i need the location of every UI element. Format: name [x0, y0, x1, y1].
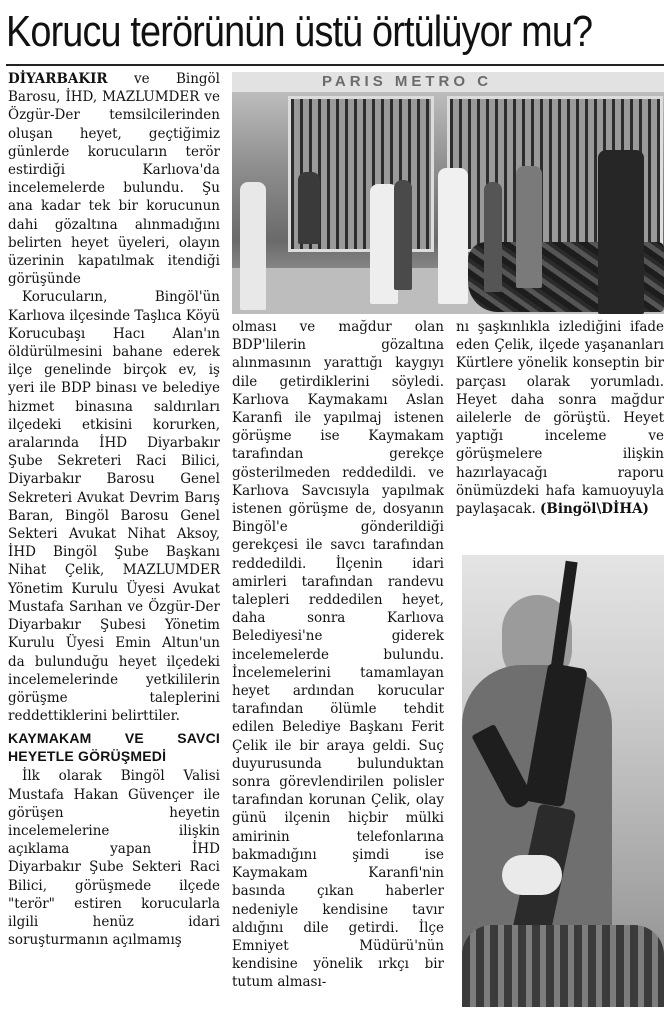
news-credit: (Bingöl\DİHA) [540, 501, 649, 518]
column-2 [232, 318, 444, 992]
person-figure [484, 182, 502, 292]
paragraph: olması ve mağdur olan BDP'lilerin gözaltına alınmasının yarattığı kaygıyı dile getirdiklerini söyledi. Karlıova Kaymakamı Aslan Karanfi ile yapılmaj istenen görüşme ise Kaymakam tarafından gerekçe gösterilmeden reddedildi. ve Karlıova Savcısıyla yapılmak istenen görüşme de, dosyanın Bingöl'e gönderildiği gerekçesi ile savcı tarafından reddedildi. İlçenin idari amirleri tarafından randevu talepleri reddedilen heyet, daha sonra Karlıova Belediyesi'ne giderek incelemelerde bulundu. İncelemelerini tamamlayan heyet ardından korucular tarafından ölümle tehdit edilen Belediye Başkanı Ferit Çelik ile bir araya geldi. Suç duyurusunda bulunduktan sonra görevlendirilen polisler tarafından korunan Çelik, olay günü ilçenin hiçbir mülki amirinin telefonlarına bakmadığını şimdi ise Kaymakam Karanfi'nin basında çıkan haberler nedeniyle kendisine tavır aldığını dile getirdi. İlçe Emniyet Müdürü'nün kendisine yönelik ırkçı bir tutum alması- [232, 319, 444, 991]
news-photo-rifle [462, 555, 664, 1007]
person-figure [598, 150, 644, 314]
headline: Korucu terörünün üstü örtülüyor mu? [6, 7, 593, 56]
shop-sign: PARIS METRO C [232, 72, 664, 92]
person-figure [516, 166, 542, 288]
paragraph-text: nı şaşkınlıkla izlediğini ifade eden Çelik, ilçede yaşananları Kürtlere yönelik konseptin bir parçası olarak yorumladı. Heyet daha sonra mağdur ailelerle de görüştü. Heyet yaptığı inceleme ve görüşmelere ilişkin hazırlayacağı raporu önümüzdeki hafa kamuoyuyla paylaşacak. [456, 319, 664, 518]
person-figure [240, 182, 266, 310]
person-figure [298, 172, 320, 244]
paragraph-text: ve Bingöl Barosu, İHD, MAZLUMDER ve Özgür-Der temsilcilerinden oluşan heyet, geçtiğimiz günlerde korucuların terör estirdiği Karlıova'da incelemelerde bulundu. Şu ana kadar tek bir korucunun dahi gözaltına alınmadığını belirten heyet üyeleri, olayın üzerinin kapatılmak itendiği görüşünde [8, 71, 220, 288]
news-photo-storefront [232, 72, 664, 314]
hand [502, 855, 562, 895]
paragraph [8, 70, 220, 288]
paragraph: İlk olarak Bingöl Valisi Mustafa Hakan Güvençer ile görüşen heyetin incelemelerine ilişkin açıklama yapan İHD Diyarbakır Şube Sekteri Raci Bilici, görüşmede ilçede "terör" estiren korucularla ilgili henüz idari soruşturmanın açılmamış [8, 768, 220, 949]
headline-rule [6, 64, 664, 66]
column-1 [8, 70, 220, 949]
paragraph [456, 318, 664, 518]
subheading: KAYMAKAM VE SAVCI HEYETLE GÖRÜŞMEDİ [8, 730, 220, 765]
garment [462, 925, 664, 1007]
paragraph: Korucuların, Bingöl'ün Karlıova ilçesinde Taşlıca Köyü Korucubaşı Hacı Alan'ın öldürülmesini bahane ederek ilçe genelinde birçok ev, iş yeri ile BDP binası ve belediye hizmet binasına saldırıları ilçedeki etkisini korurken, aralarında İHD Diyarbakır Şube Sekreteri Raci Bilici, Diyarbakır Barosu Genel Sekreteri Avukat Devrim Barış Baran, Bingöl Barosu Genel Sekteri Avukat Nihat Aksoy, İHD Bingöl Şube Başkanı Nihat Çelik, MAZLUMDER Yönetim Kurulu Üyesi Avukat Mustafa Sarıhan ve Özgür-Der Diyarbakır Şubesi Yönetim Kurulu Üyesi Emin Altun'un da bulunduğu heyet ilçedeki incelemelerinde yetkililerin görüşme taleplerini reddettiklerini belirttiler. [8, 289, 221, 725]
person-figure [394, 180, 412, 290]
person-figure [438, 168, 468, 304]
column-3 [456, 318, 664, 518]
dateline: DİYARBAKIR [8, 71, 108, 87]
